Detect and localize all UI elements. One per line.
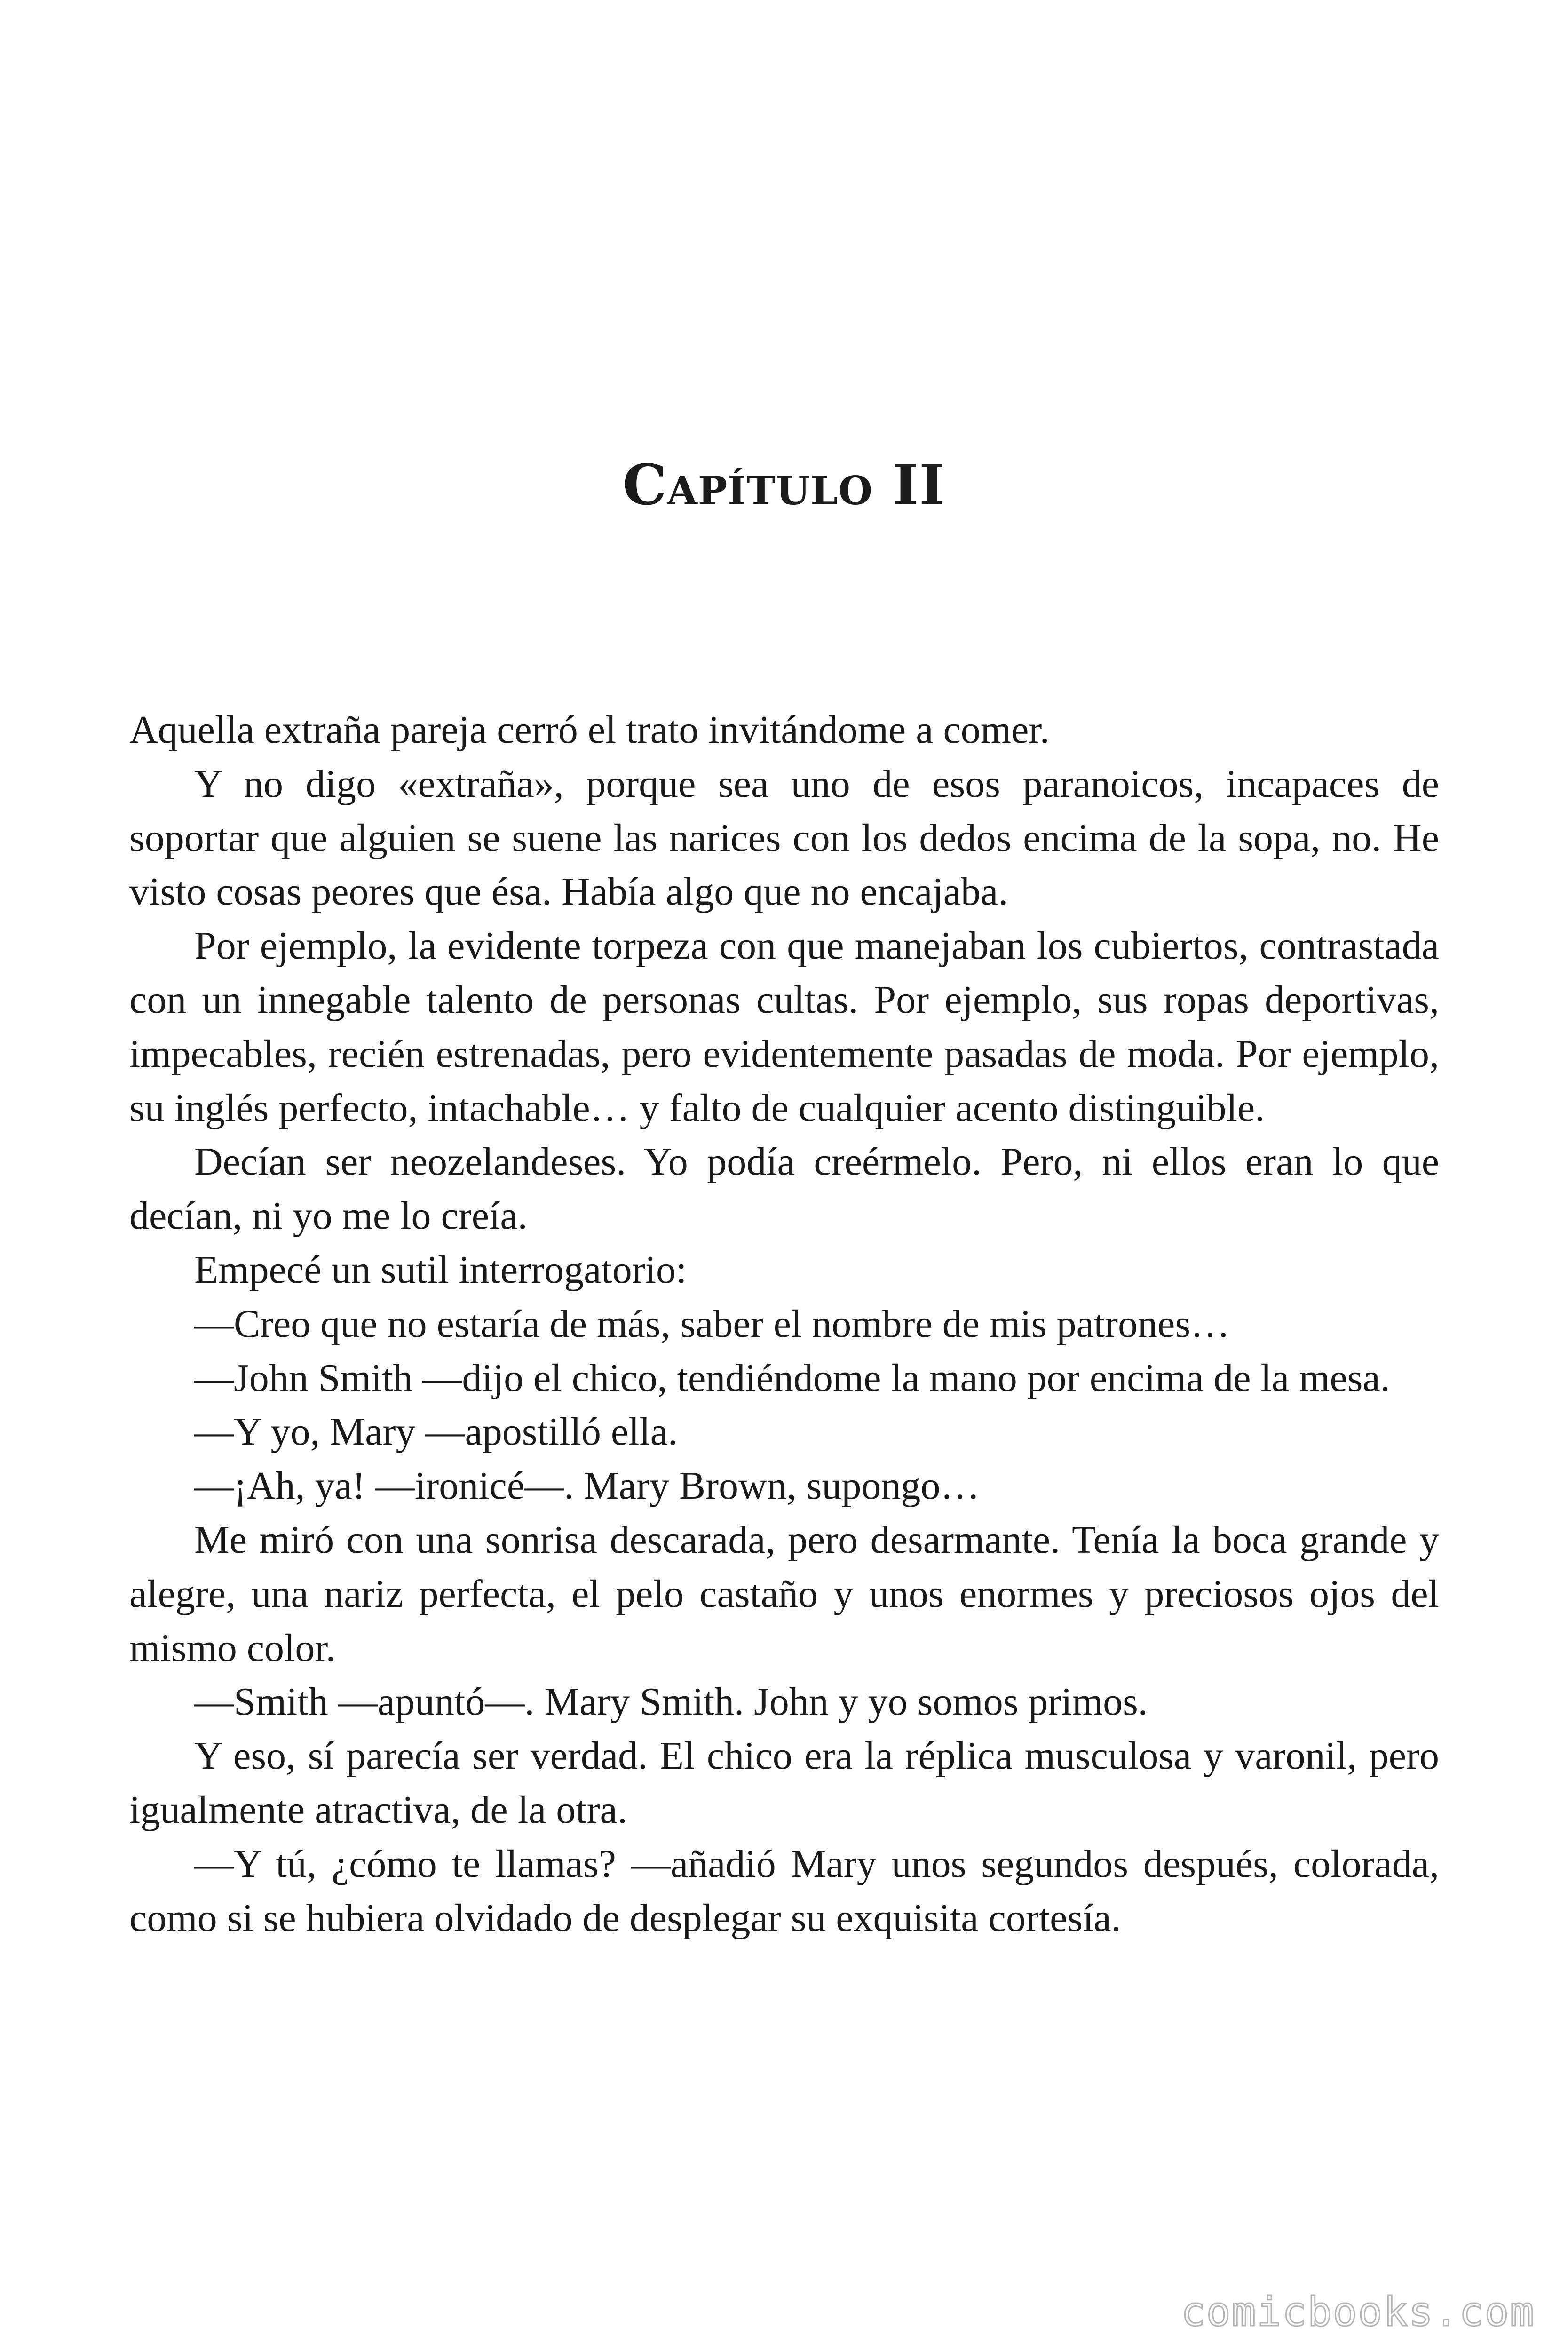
watermark: comicbooks.com [1181,2288,1535,2336]
dialogue-paragraph: —Y yo, Mary —apostilló ella. [194,1410,678,1454]
dialogue-paragraph: —Smith —apuntó—. Mary Smith. John y yo somos primos. [194,1680,1148,1724]
dialogue-paragraph: —Y tú, ¿cómo te llamas? —añadió Mary unos segundos después, colorada, como si se hubiera olvidado de desplegar su exquisita cortesía. [129,1842,1439,1940]
chapter-body [129,703,1439,1945]
paragraph: Por ejemplo, la evidente torpeza con que manejaban los cubiertos, contrastada con un innegable talento de personas cultas. Por ejemplo, sus ropas deportivas, impecables, recién estrenadas, pero evidentemente pasadas de moda. Por ejemplo, su inglés perfecto, intachable… y falto de cualquier acento distinguible. [129,924,1439,1130]
paragraph: Y no digo «extraña», porque sea uno de esos paranoicos, incapaces de soportar que alguien se suene las narices con los dedos encima de la sopa, no. He visto cosas peores que ésa. Había algo que no encajaba. [129,762,1439,914]
chapter-title: Capítulo II [622,452,946,517]
dialogue-paragraph: —Creo que no estaría de más, saber el nombre de mis patrones… [194,1302,1230,1346]
paragraph: Decían ser neozelandeses. Yo podía creérmelo. Pero, ni ellos eran lo que decían, ni yo me lo creía. [129,1140,1439,1238]
dialogue-paragraph: —John Smith —dijo el chico, tendiéndome la mano por encima de la mesa. [194,1356,1390,1400]
paragraph: Aquella extraña pareja cerró el trato invitándome a comer. [129,708,1050,752]
paragraph: Me miró con una sonrisa descarada, pero desarmante. Tenía la boca grande y alegre, una nariz perfecta, el pelo castaño y unos enormes y preciosos ojos del mismo color. [129,1518,1439,1670]
paragraph: Y eso, sí parecía ser verdad. El chico era la réplica musculosa y varonil, pero igualmente atractiva, de la otra. [129,1734,1439,1832]
dialogue-paragraph: —¡Ah, ya! —ironicé—. Mary Brown, supongo… [194,1464,980,1508]
paragraph: Empecé un sutil interrogatorio: [194,1248,687,1292]
